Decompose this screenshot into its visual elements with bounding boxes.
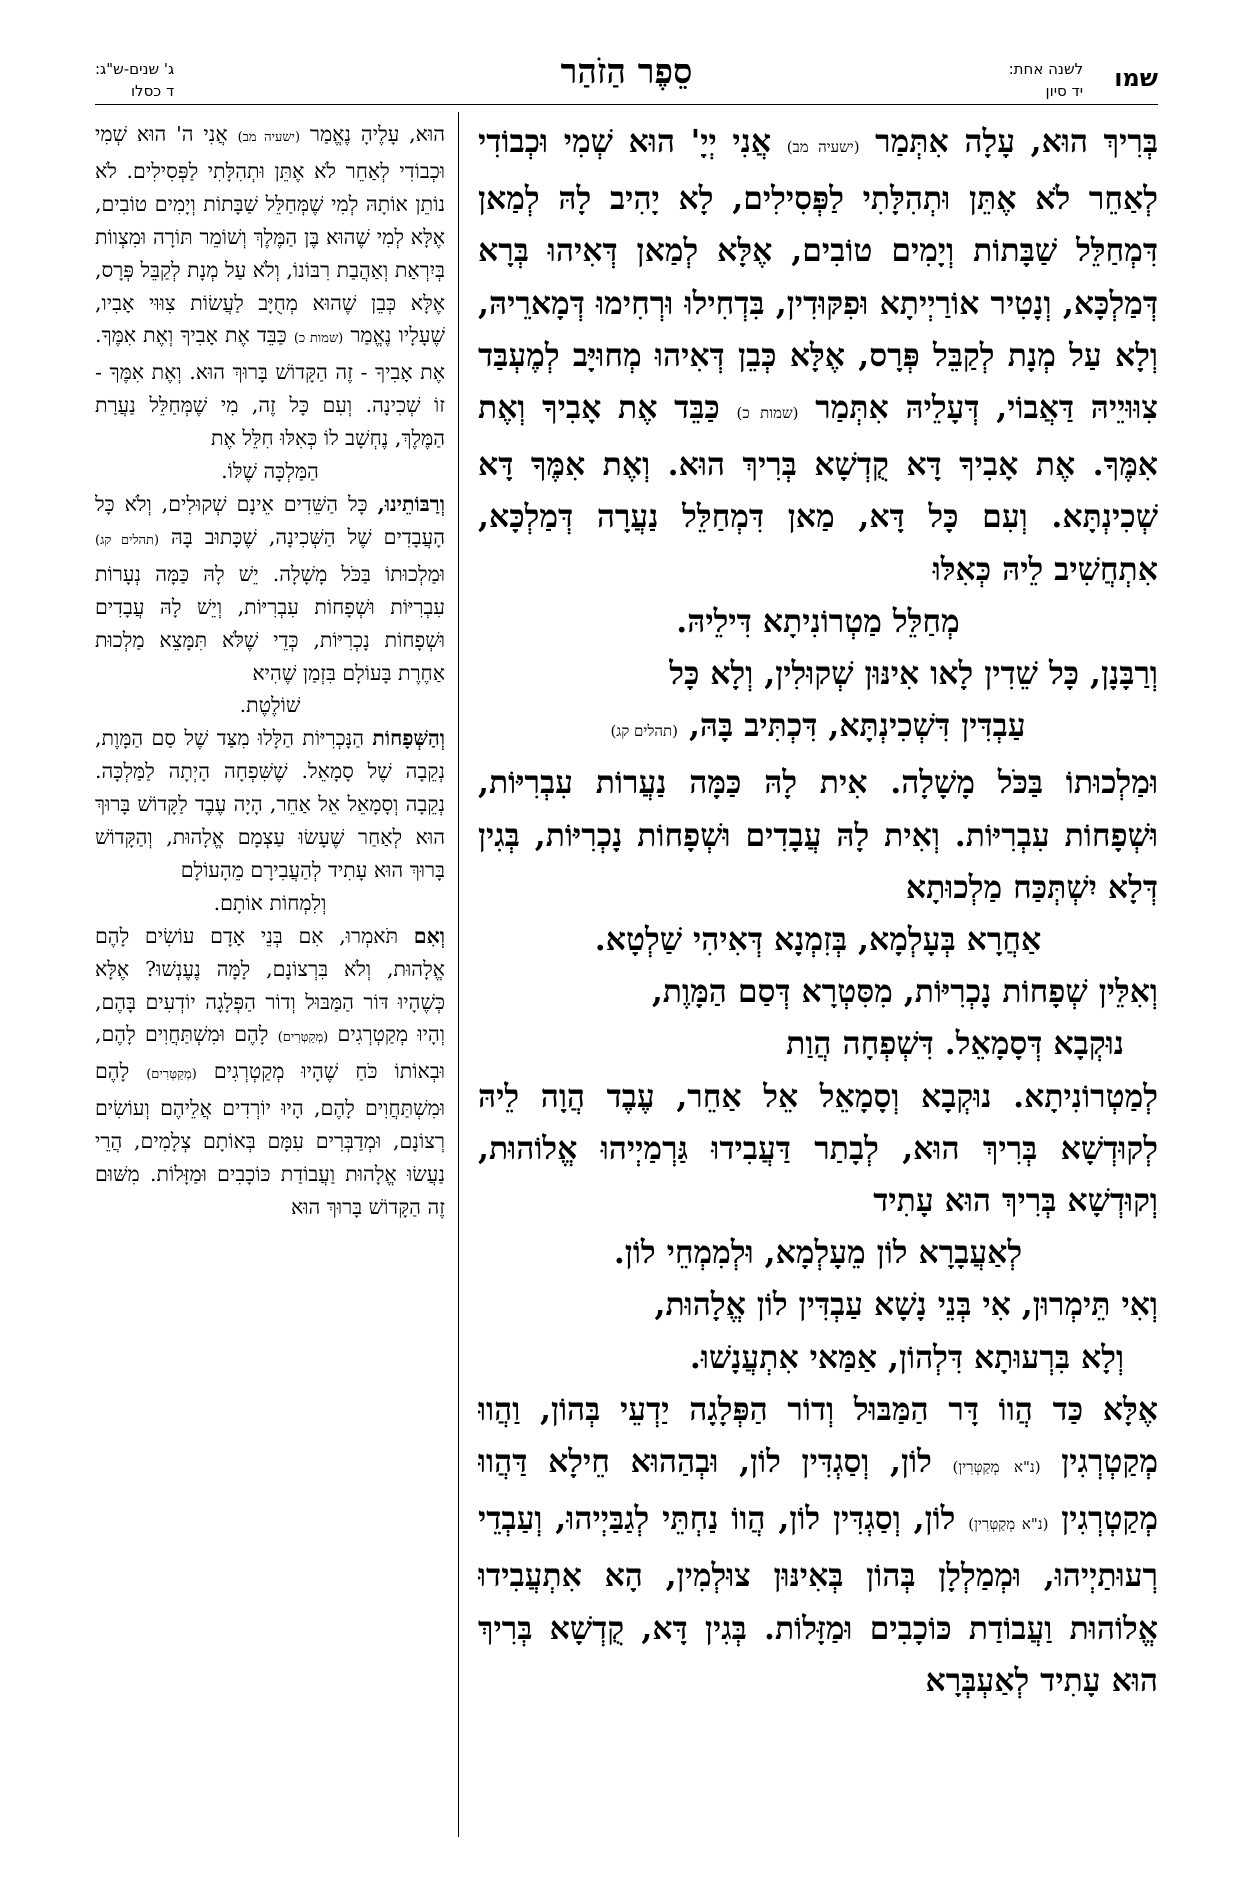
scripture-reference: (תהלים קג) <box>95 532 160 548</box>
side-text-segment: הוּא, עָלֶיהָ נֶאֱמַר <box>300 122 445 146</box>
main-text-segment: כַּבֵּד אֶת אָבִיךָ וְאֶת אִמֶּךָ. אֶת אָבִיךָ דָּא קֻדְשָׁא בְּרִיךְ הוּא. וְאֶת אִמֶּךָ דָּא שְׁכִינְתָּא. וְעִם כָּל דָּא, מַאן דִּמְחַלֵּל נַעֲרָה דְּמַלְכָּא, אִתְחֲשִׁיב לֵיהּ כְּאִלּוּ <box>478 389 1158 588</box>
main-paragraph-3-line-2: נוּקְבָא דְּסָמָאֵל. דִּשְׁפְחָה הֲוַת <box>786 1025 1124 1063</box>
scripture-reference: (ישעיה מב) <box>786 138 860 156</box>
main-paragraph-2: וּמַלְכוּתוֹ בַּכֹּל מָשָׁלָה. אִית לָהּ כַּמָּה נַעֲרוֹת עִבְרִיּוֹת, וּשְׁפָחוֹת עִבְרִיּוֹת. וְאִית לָהּ עֲבָדִים וּשְׁפָחוֹת נָכְרִיּוֹת, בְּגִין דְּלָא יִשְׁתְּכַּח מַלְכוּתָא <box>478 764 1158 906</box>
side-text-segment: כָּל הַשֵּׁדִים אֵינָם שְׁקוּלִים, וְלֹא כָּל הָעֲבָדִים שֶׁל הַשְּׁכִינָה, שֶׁכָּתוּב בָּהּ <box>95 491 445 549</box>
parsha-name: שמו <box>1114 64 1158 92</box>
scripture-reference: (ישעיה מב) <box>237 130 301 145</box>
variant-reading-note: (נ"א מְקַטְּרִין) <box>952 1458 1041 1477</box>
translation-column <box>95 118 445 1848</box>
side-paragraph-4 <box>95 920 445 1224</box>
side-paragraph-1-end: הַמַּלְכָּה שֶׁלּוֹ. <box>221 459 319 484</box>
page-header <box>95 52 1158 112</box>
main-paragraph-4 <box>478 1384 1158 1707</box>
side-text-segment: וּמַלְכוּתוֹ בַּכֹּל מָשָׁלָה. יֵשׁ לָהּ כַּמָּה נְעָרוֹת עִבְרִיּוֹת וּשְׁפָחוֹת עִבְרִיּוֹת, וְיֵשׁ לָהּ עֲבָדִים וּשְׁפָחוֹת נָכְרִיּוֹת, כְּדֵי שֶׁלֹּא תִּמָּצֵא מַלְכוּת אַחֶרֶת בָּעוֹלָם בִּזְמַן שֶׁהִיא <box>95 561 445 685</box>
main-paragraph-1 <box>478 116 1158 596</box>
schedule-three-years-date: ד כסלו <box>130 82 175 100</box>
schedule-three-years <box>95 58 174 102</box>
schedule-one-year-date: יד סיון <box>1045 82 1084 100</box>
scripture-reference: (תהלים קג) <box>610 722 678 741</box>
main-text-segment: אֲנִי יְיָ' הוּא שְׁמִי וּכְבוֹדִי לְאַחֵר לֹא אֶתֵּן וּתְהִלָּתִי לַפְּסִילִים, לָא יָהִיב לָהּ לְמַאן דִּמְחַלֵּל שַׁבָּתוֹת וְיָמִים טוֹבִים, אֶלָּא לְמַאן דְּאִיהוּ בְּרָא דְּמַלְכָּא, וְנָטִיר אוֹרַיְיתָא וּפִקּוּדִין, בִּדְחִילוּ וּרְחִימוּ דְּמָארֵיהּ, וְלָא עַל מְנָת לְקַבֵּל פְּרָס, אֶלָּא כְּבֵן דְּאִיהוּ מְחוּיָּב לְמֶעְבַּד צִוּוּיֵיהּ דַּאֲבוֹי, דְּעָלֵיהּ אִתְּמַר <box>478 123 1158 427</box>
header-left <box>95 58 174 102</box>
main-text-segment: עַבְדִּין דִּשְׁכִינְתָּא, דִּכְתִּיב בָּהּ, <box>678 707 1026 745</box>
main-paragraph-3: לְמַטְרוֹנִיתָא. נוּקְבָא וְסָמָאֵל אֵל אַחֵר, עֶבֶד הֲוָה לֵיהּ לְקוּדְשָׁא בְּרִיךְ הוּא, לְבָתַר דַּעֲבִידוּ גַּרְמַיְיהוּ אֱלוֹהוּת, וְקוּדְשָׁא בְּרִיךְ הוּא עָתִיד <box>478 1077 1158 1220</box>
scripture-reference: (שמות כ) <box>293 331 344 347</box>
side-text-segment: הַנָּכְרִיּוֹת הַלָּלוּ מִצַּד שֶׁל סַם הַמָּוֶת, נְקֵבָה שֶׁל סָמָאֵל. שֶׁשִּׁפְחָה הָיְתָה לַמַּלְכָּה. נְקֵבָה וְסָמָאֵל אֵל אַחֵר, הָיָה עֶבֶד לַקָּדוֹשׁ בָּרוּךְ הוּא לְאַחַר שֶׁעָשׂוּ עַצְמָם אֱלָהוּת, וְהַקָּדוֹשׁ בָּרוּךְ הוּא עָתִיד לְהַעֲבִירָם מֵהָעוֹלָם <box>95 726 445 882</box>
main-text-segment: אֶלָּא כַּד הֲווֹ דָּר הַמַּבּוּל וְדוֹר הַפְּלָגָה יַדְעֵי בְּהוֹן, וַהֲווּ מְקַטְרְגִין <box>478 1390 1158 1481</box>
main-paragraph-2-line-2 <box>478 700 1158 757</box>
book-title: סֵפֶר הַזֹהַר <box>560 52 693 92</box>
main-text-segment: בְּרִיךְ הוּא, עָלָה אִתְּמַר <box>859 123 1158 160</box>
side-paragraph-1 <box>95 118 445 455</box>
main-paragraph-4-line-2: וְלָא בִּרְעוּתָא דִּלְהוֹן, אַמַּאי אִתְעֲנָשׁוּ. <box>689 1338 1124 1376</box>
main-paragraph-2-first-line: וְרַבָּנָן, כָּל שֵׁדִין לָאו אִינּוּן שְׁקוּלִין, וְלָא כָּל <box>669 655 1158 693</box>
side-paragraph-2 <box>95 488 445 689</box>
schedule-three-years-label: ג' שנים-ש"ג: <box>95 60 175 78</box>
paragraph-lead-word: וְהַשְּׁפָחוֹת <box>372 726 445 751</box>
main-paragraph-3-end: לְאַעֲבָרָא לוֹן מֵעָלְמָא, וּלְמִמְחֵי לוֹן. <box>613 1234 1023 1272</box>
side-text-segment: כַּבֵּד אֶת אָבִיךָ וְאֶת אִמֶּךָ. אֶת אָבִיךָ - זֶה הַקָּדוֹשׁ בָּרוּךְ הוּא. וְאֶת אִמֶּךָ - זוֹ שְׁכִינָה. וְעִם כָּל זֶה, מִי שֶׁמְּחַלֵּל נַעֲרַת הַמֶּלֶךְ, נֶחְשָׁב לוֹ כְּאִלּוּ חִלֵּל אֶת <box>95 323 445 451</box>
main-text-column <box>478 116 1158 1846</box>
side-text-segment: לָהֶם וּמִשְׁתַּחֲוִים לָהֶם, וּבְאוֹתוֹ כֹּחַ שֶׁהָיוּ מְקַטְרְגִים <box>95 1022 445 1084</box>
side-text-segment: לָהֶם וּמִשְׁתַּחֲוִים לָהֶם, הָיוּ יוֹרְדִים אֲלֵיהֶם וְעוֹשִׂים רְצוֹנָם, וּמְדַבְּרִים עִמָּם בְּאוֹתָם צְלָמִים, הֲרֵי נַעֲשׂוּ אֱלָהוּת וַעֲבוֹדַת כּוֹכָבִים וּמַזָּלוֹת. מִשּׁוּם זֶה הַקָּדוֹשׁ בָּרוּךְ הוּא <box>95 1059 445 1219</box>
scripture-reference: (שמות כ) <box>736 404 799 423</box>
main-paragraph-4-first-line: וְאִי תֵּימְרוּן, אִי בְּנֵי נָשָׁא עַבְדִּין לוֹן אֱלָהוּת, <box>654 1286 1158 1324</box>
main-paragraph-3-first-line: וְאִלֵּין שְׁפָחוֹת נָכְרִיּוֹת, מִסִּטְרָא דְּסַם הַמָּוֶת, <box>651 973 1158 1011</box>
variant-reading-note: (מְקַטְּרִים) <box>146 1067 197 1083</box>
side-paragraph-3 <box>95 722 445 887</box>
variant-reading-note: (נ"א מְקַטְּרִין) <box>968 1515 1049 1534</box>
paragraph-lead-word: וְאִם <box>413 923 445 948</box>
column-divider <box>458 112 459 1837</box>
main-paragraph-2-end: אַחֲרָא בְּעָלְמָא, בְּזִמְנָא דְּאִיהִי שַׁלְטָא. <box>594 921 1042 959</box>
side-text-segment: אֲנִי ה' הוּא שְׁמִי וּכְבוֹדִי לְאַחֵר לֹא אֶתֵּן וּתְהִלָּתִי לַפְּסִילִים. לֹא נוֹתֵן אוֹתָהּ לְמִי שֶׁמְּחַלֵּל שַׁבָּתוֹת וְיָמִים טוֹבִים, אֶלָּא לְמִי שֶׁהוּא בֶּן הַמֶּלֶךְ וְשׁוֹמֵר תּוֹרָה וּמִצְווֹת בְּיִרְאַת וְאַהֲבַת רִבּוֹנוֹ, וְלֹא עַל מְנָת לְקַבֵּל פְּרָס, אֶלָּא כְּבֵן שֶׁהוּא מְחֻיָּב לַעֲשׂוֹת צִוּוּי אָבִיו, שֶׁעָלָיו נֶאֱמַר <box>95 122 445 348</box>
paragraph-lead-word: וְרַבּוֹתֵינוּ, <box>377 491 445 516</box>
main-text-segment: לוֹן, וְסַגְדִּין לוֹן, הֲווֹ נַחְתֵּי לְגַבַּיְיהוּ, וְעַבְדֵי רְעוּתַיְיהוּ, וּמְמַלְלָן בְּהוֹן בְּאִינּוּן צוּלְמִין, הָא אִתְעֲבִידוּ אֱלוֹהוּת וַעֲבוֹדַת כּוֹכָבִים וּמַזָּלוֹת. בְּגִין דָּא, קֻדְשָׁא בְּרִיךְ הוּא עָתִיד לְאַעְבְּרָא <box>478 1500 1158 1699</box>
header-divider <box>95 104 1158 105</box>
side-text-segment: תֹּאמְרוּ, אִם בְּנֵי אָדָם עוֹשִׂים לָהֶם אֱלָהוּת, וְלֹא בִּרְצוֹנָם, לָמָּה נֶעֶנְשׁוּ? אֶלָּא כְּשֶׁהָיוּ דּוֹר הַמַּבּוּל וְדוֹר הַפְּלָגָה יוֹדְעִים בָּהֶם, וְהָיוּ מְקַטְרְגִים <box>95 923 445 1047</box>
schedule-one-year-label: לשנה אחת: <box>1008 60 1084 78</box>
main-paragraph-1-end: מְחַלֵּל מַטְרוֹנִיתָא דִּילֵיהּ. <box>676 602 960 640</box>
side-paragraph-2-end: שׁוֹלֶטֶת. <box>239 693 301 718</box>
side-paragraph-3-end: וְלִמְחוֹת אוֹתָם. <box>213 890 327 915</box>
variant-reading-note: (מְקַטְּרִים) <box>277 1030 329 1046</box>
main-text-segment: לוֹן, וְסַגְדִּין לוֹן, וּבְהַהוּא חֵילָא דַּהֲווּ מְקַטְרְגִין <box>478 1443 1158 1538</box>
